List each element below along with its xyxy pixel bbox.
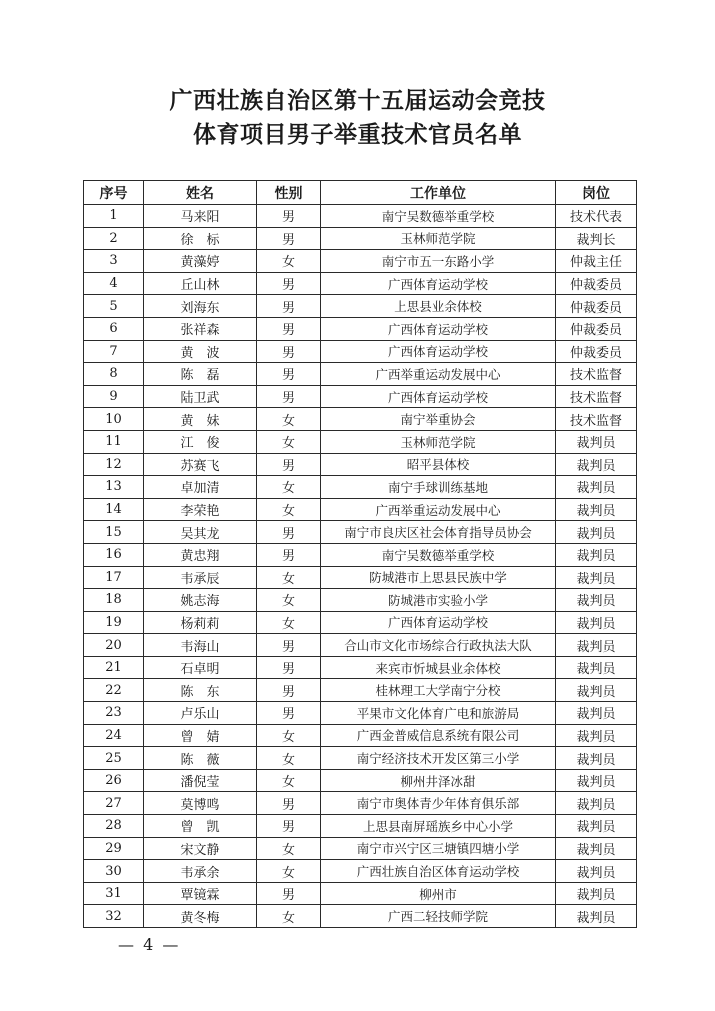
cell-position: 裁判员 — [556, 453, 637, 476]
table-row — [84, 476, 637, 499]
cell-name: 黄冬梅 — [144, 905, 257, 928]
cell-position: 技术监督 — [556, 408, 637, 431]
cell-name: 张祥森 — [144, 317, 257, 340]
table-row — [84, 882, 637, 905]
cell-serial-number: 14 — [84, 498, 144, 521]
document-title-line-1: 广西壮族自治区第十五届运动会竞技 — [169, 88, 546, 114]
cell-serial-number: 7 — [84, 340, 144, 363]
cell-serial-number: 11 — [84, 430, 144, 453]
cell-serial-number: 6 — [84, 317, 144, 340]
cell-position: 裁判员 — [556, 656, 637, 679]
cell-gender: 男 — [257, 702, 321, 725]
cell-work-unit: 南宁市兴宁区三塘镇四塘小学 — [321, 837, 556, 860]
cell-gender: 男 — [257, 656, 321, 679]
cell-name: 陈 东 — [144, 679, 257, 702]
cell-work-unit: 上思县南屏瑶族乡中心小学 — [321, 815, 556, 838]
table-row — [84, 769, 637, 792]
cell-gender: 男 — [257, 453, 321, 476]
table-row — [84, 792, 637, 815]
cell-work-unit: 桂林理工大学南宁分校 — [321, 679, 556, 702]
cell-work-unit: 广西体育运动学校 — [321, 317, 556, 340]
cell-position: 技术监督 — [556, 385, 637, 408]
table-row — [84, 837, 637, 860]
cell-work-unit: 南宁市奥体青少年体育俱乐部 — [321, 792, 556, 815]
cell-work-unit: 玉林师范学院 — [321, 227, 556, 250]
cell-serial-number: 32 — [84, 905, 144, 928]
cell-work-unit: 柳州市 — [321, 882, 556, 905]
cell-work-unit: 南宁吴数德举重学校 — [321, 543, 556, 566]
cell-name: 潘倪莹 — [144, 769, 257, 792]
table-row — [84, 747, 637, 770]
cell-serial-number: 3 — [84, 250, 144, 273]
cell-serial-number: 12 — [84, 453, 144, 476]
table-row — [84, 815, 637, 838]
cell-position: 仲裁委员 — [556, 272, 637, 295]
cell-name: 黄 妹 — [144, 408, 257, 431]
cell-position: 裁判员 — [556, 589, 637, 612]
cell-position: 裁判员 — [556, 566, 637, 589]
cell-work-unit: 南宁手球训练基地 — [321, 476, 556, 499]
cell-name: 刘海东 — [144, 295, 257, 318]
cell-position: 裁判员 — [556, 837, 637, 860]
cell-name: 吴其龙 — [144, 521, 257, 544]
table-row — [84, 566, 637, 589]
table-row — [84, 860, 637, 883]
cell-gender: 男 — [257, 792, 321, 815]
cell-work-unit: 广西金普威信息系统有限公司 — [321, 724, 556, 747]
cell-gender: 男 — [257, 205, 321, 228]
cell-position: 裁判员 — [556, 543, 637, 566]
cell-position: 裁判员 — [556, 860, 637, 883]
cell-serial-number: 29 — [84, 837, 144, 860]
cell-gender: 女 — [257, 589, 321, 612]
cell-work-unit: 广西举重运动发展中心 — [321, 363, 556, 386]
cell-work-unit: 南宁市五一东路小学 — [321, 250, 556, 273]
table-row — [84, 385, 637, 408]
table-row — [84, 430, 637, 453]
table-row — [84, 340, 637, 363]
cell-gender: 女 — [257, 476, 321, 499]
table-row — [84, 205, 637, 228]
cell-work-unit: 广西二轻技师学院 — [321, 905, 556, 928]
cell-gender: 女 — [257, 250, 321, 273]
cell-gender: 男 — [257, 882, 321, 905]
cell-serial-number: 5 — [84, 295, 144, 318]
cell-serial-number: 1 — [84, 205, 144, 228]
cell-gender: 男 — [257, 317, 321, 340]
cell-name: 江 俊 — [144, 430, 257, 453]
cell-name: 黄忠翔 — [144, 543, 257, 566]
cell-gender: 男 — [257, 295, 321, 318]
header-work-unit: 工作单位 — [321, 181, 556, 205]
cell-position: 仲裁委员 — [556, 295, 637, 318]
cell-position: 裁判员 — [556, 521, 637, 544]
cell-serial-number: 22 — [84, 679, 144, 702]
cell-work-unit: 南宁市良庆区社会体育指导员协会 — [321, 521, 556, 544]
cell-gender: 女 — [257, 905, 321, 928]
cell-serial-number: 27 — [84, 792, 144, 815]
cell-serial-number: 16 — [84, 543, 144, 566]
cell-name: 曾 婧 — [144, 724, 257, 747]
cell-work-unit: 防城港市上思县民族中学 — [321, 566, 556, 589]
cell-serial-number: 24 — [84, 724, 144, 747]
cell-position: 裁判员 — [556, 882, 637, 905]
cell-position: 裁判员 — [556, 702, 637, 725]
cell-serial-number: 30 — [84, 860, 144, 883]
cell-gender: 男 — [257, 363, 321, 386]
table-header-row — [84, 181, 637, 205]
cell-gender: 女 — [257, 430, 321, 453]
cell-name: 陈 薇 — [144, 747, 257, 770]
table-row — [84, 724, 637, 747]
cell-position: 技术代表 — [556, 205, 637, 228]
cell-serial-number: 31 — [84, 882, 144, 905]
cell-position: 裁判长 — [556, 227, 637, 250]
cell-gender: 男 — [257, 815, 321, 838]
cell-serial-number: 26 — [84, 769, 144, 792]
cell-work-unit: 南宁经济技术开发区第三小学 — [321, 747, 556, 770]
cell-serial-number: 10 — [84, 408, 144, 431]
table-row — [84, 498, 637, 521]
cell-position: 裁判员 — [556, 769, 637, 792]
cell-name: 陈 磊 — [144, 363, 257, 386]
table-row — [84, 589, 637, 612]
table-row — [84, 702, 637, 725]
officials-table — [83, 180, 637, 928]
header-name: 姓名 — [144, 181, 257, 205]
cell-name: 韦承余 — [144, 860, 257, 883]
cell-work-unit: 柳州井泽冰甜 — [321, 769, 556, 792]
cell-position: 裁判员 — [556, 634, 637, 657]
cell-position: 裁判员 — [556, 611, 637, 634]
cell-name: 徐 标 — [144, 227, 257, 250]
cell-gender: 女 — [257, 860, 321, 883]
header-serial-number: 序号 — [84, 181, 144, 205]
cell-name: 黄 波 — [144, 340, 257, 363]
cell-name: 宋文静 — [144, 837, 257, 860]
table-row — [84, 317, 637, 340]
table-row — [84, 408, 637, 431]
cell-gender: 女 — [257, 769, 321, 792]
cell-work-unit: 合山市文化市场综合行政执法大队 — [321, 634, 556, 657]
header-gender: 性别 — [257, 181, 321, 205]
cell-name: 韦承辰 — [144, 566, 257, 589]
cell-gender: 男 — [257, 227, 321, 250]
table-row — [84, 295, 637, 318]
cell-gender: 男 — [257, 679, 321, 702]
cell-work-unit: 广西壮族自治区体育运动学校 — [321, 860, 556, 883]
cell-gender: 男 — [257, 340, 321, 363]
table-row — [84, 634, 637, 657]
cell-position: 裁判员 — [556, 792, 637, 815]
cell-position: 仲裁委员 — [556, 340, 637, 363]
cell-position: 裁判员 — [556, 430, 637, 453]
cell-position: 仲裁委员 — [556, 317, 637, 340]
cell-work-unit: 平果市文化体育广电和旅游局 — [321, 702, 556, 725]
cell-gender: 女 — [257, 747, 321, 770]
cell-work-unit: 防城港市实验小学 — [321, 589, 556, 612]
document-title-line-2: 体育项目男子举重技术官员名单 — [193, 122, 522, 148]
cell-serial-number: 8 — [84, 363, 144, 386]
cell-gender: 女 — [257, 408, 321, 431]
table-row — [84, 679, 637, 702]
cell-name: 李荣艳 — [144, 498, 257, 521]
cell-name: 覃镜霖 — [144, 882, 257, 905]
table-row — [84, 453, 637, 476]
cell-gender: 女 — [257, 837, 321, 860]
cell-serial-number: 25 — [84, 747, 144, 770]
table-row — [84, 250, 637, 273]
cell-name: 韦海山 — [144, 634, 257, 657]
table-row — [84, 272, 637, 295]
cell-work-unit: 广西体育运动学校 — [321, 611, 556, 634]
cell-work-unit: 广西举重运动发展中心 — [321, 498, 556, 521]
cell-gender: 男 — [257, 634, 321, 657]
cell-position: 裁判员 — [556, 476, 637, 499]
cell-name: 陆卫武 — [144, 385, 257, 408]
cell-name: 黄藻婷 — [144, 250, 257, 273]
table-row — [84, 611, 637, 634]
cell-serial-number: 9 — [84, 385, 144, 408]
cell-work-unit: 南宁吴数德举重学校 — [321, 205, 556, 228]
cell-work-unit: 广西体育运动学校 — [321, 340, 556, 363]
cell-name: 丘山林 — [144, 272, 257, 295]
cell-gender: 男 — [257, 521, 321, 544]
cell-position: 裁判员 — [556, 724, 637, 747]
cell-gender: 男 — [257, 543, 321, 566]
cell-work-unit: 广西体育运动学校 — [321, 272, 556, 295]
table-row — [84, 905, 637, 928]
table-row — [84, 521, 637, 544]
cell-name: 石卓明 — [144, 656, 257, 679]
cell-name: 马来阳 — [144, 205, 257, 228]
cell-position: 裁判员 — [556, 679, 637, 702]
cell-name: 曾 凯 — [144, 815, 257, 838]
cell-serial-number: 19 — [84, 611, 144, 634]
cell-work-unit: 上思县业余体校 — [321, 295, 556, 318]
table-row — [84, 227, 637, 250]
cell-name: 姚志海 — [144, 589, 257, 612]
cell-work-unit: 玉林师范学院 — [321, 430, 556, 453]
cell-position: 裁判员 — [556, 905, 637, 928]
cell-serial-number: 28 — [84, 815, 144, 838]
cell-serial-number: 18 — [84, 589, 144, 612]
cell-name: 莫博鸣 — [144, 792, 257, 815]
table-row — [84, 543, 637, 566]
cell-serial-number: 17 — [84, 566, 144, 589]
cell-gender: 女 — [257, 498, 321, 521]
cell-serial-number: 20 — [84, 634, 144, 657]
cell-serial-number: 21 — [84, 656, 144, 679]
page-number: — 4 — — [118, 935, 181, 954]
header-position: 岗位 — [556, 181, 637, 205]
cell-gender: 男 — [257, 385, 321, 408]
cell-serial-number: 13 — [84, 476, 144, 499]
cell-position: 裁判员 — [556, 498, 637, 521]
table-row — [84, 656, 637, 679]
cell-work-unit: 来宾市忻城县业余体校 — [321, 656, 556, 679]
cell-work-unit: 南宁举重协会 — [321, 408, 556, 431]
cell-position: 技术监督 — [556, 363, 637, 386]
cell-name: 卢乐山 — [144, 702, 257, 725]
cell-position: 裁判员 — [556, 815, 637, 838]
cell-gender: 男 — [257, 272, 321, 295]
cell-work-unit: 昭平县体校 — [321, 453, 556, 476]
cell-name: 杨莉莉 — [144, 611, 257, 634]
cell-work-unit: 广西体育运动学校 — [321, 385, 556, 408]
cell-position: 裁判员 — [556, 747, 637, 770]
cell-name: 苏赛飞 — [144, 453, 257, 476]
cell-serial-number: 4 — [84, 272, 144, 295]
table-row — [84, 363, 637, 386]
cell-name: 卓加清 — [144, 476, 257, 499]
cell-position: 仲裁主任 — [556, 250, 637, 273]
cell-serial-number: 23 — [84, 702, 144, 725]
cell-gender: 女 — [257, 724, 321, 747]
cell-gender: 女 — [257, 611, 321, 634]
cell-gender: 女 — [257, 566, 321, 589]
cell-serial-number: 15 — [84, 521, 144, 544]
cell-serial-number: 2 — [84, 227, 144, 250]
